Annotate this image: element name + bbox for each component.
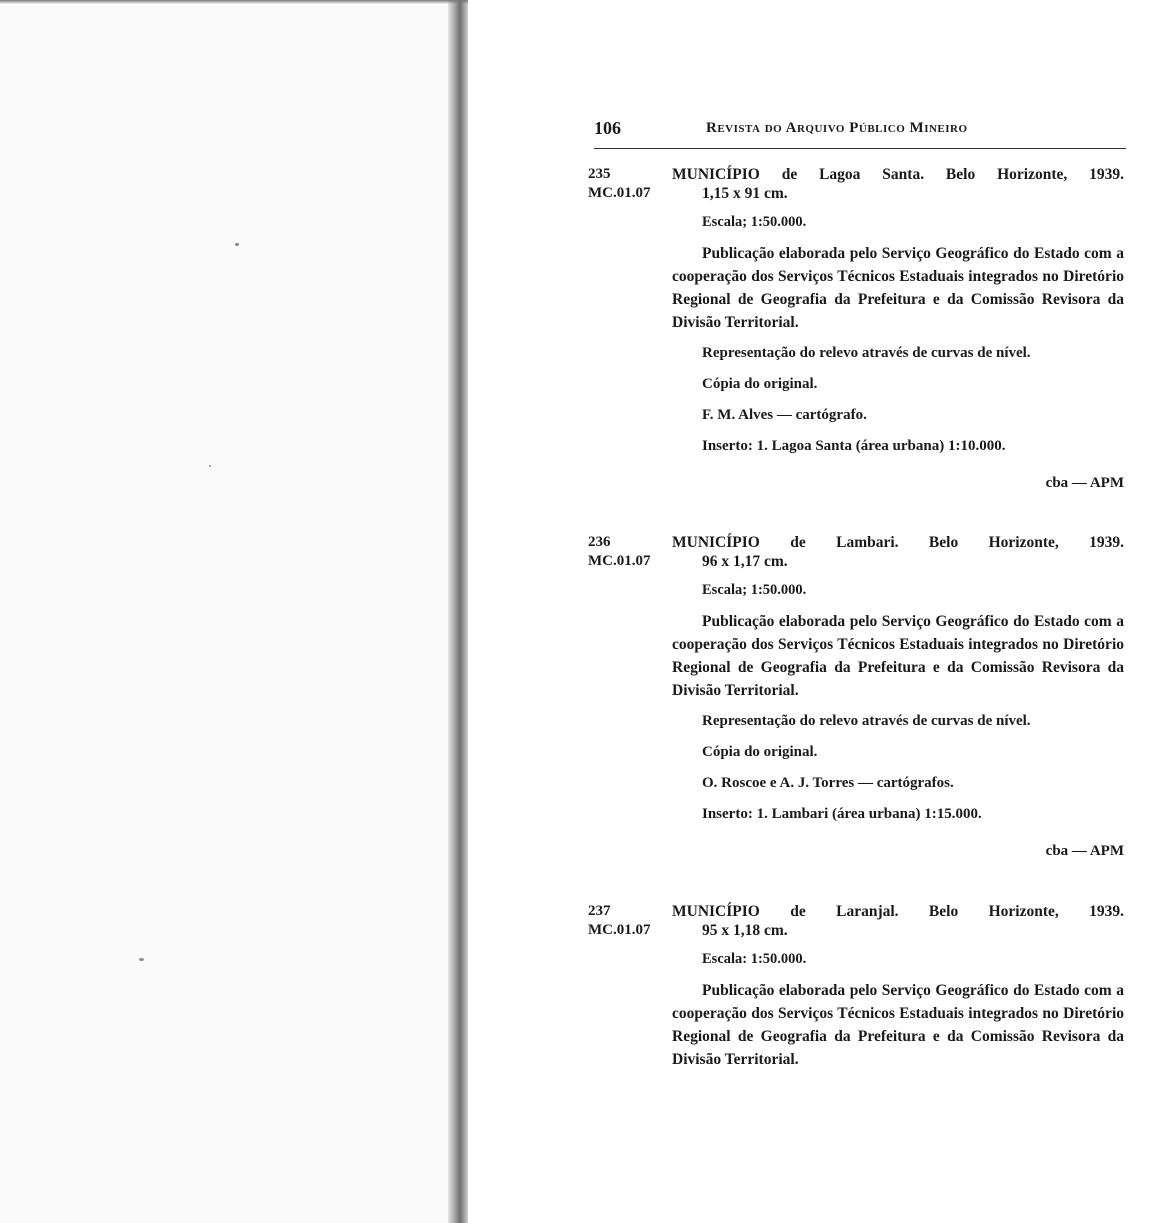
entry-identifier xyxy=(588,902,678,940)
entry-copy: Cópia do original. xyxy=(702,744,818,760)
entry-inset: Inserto: 1. Lambari (área urbana) 1:15.000. xyxy=(702,806,982,822)
entry-source: cba — APM xyxy=(1045,843,1124,859)
entry-author: F. M. Alves — cartógrafo. xyxy=(702,407,867,423)
entry-source: cba — APM xyxy=(1045,475,1124,491)
entry-identifier xyxy=(588,533,678,571)
entry-number: 235 xyxy=(588,166,611,182)
entry-inset: Inserto: 1. Lagoa Santa (área urbana) 1:10.000. xyxy=(702,438,1006,454)
entry-description: Publicação elaborada pelo Serviço Geográfico do Estado com a cooperação dos Serviços Técnicos Estaduais integrados no Diretório Regional de Geografia da Prefeitura e da Comissão Revisora da Divisão Territorial. xyxy=(672,982,1124,1068)
entry-scale: Escala; 1:50.000. xyxy=(702,214,807,230)
entry-code: MC.01.07 xyxy=(588,922,651,938)
paper-speck xyxy=(209,465,211,467)
entry-scale: Escala; 1:50.000. xyxy=(702,582,807,598)
entry-title: MUNICÍPIO de Lambari. Belo Horizonte, 1939. xyxy=(672,534,1124,551)
entry-relief: Representação do relevo através de curvas de nível. xyxy=(702,713,1031,729)
book-spine-gutter xyxy=(448,0,468,1223)
entry-number: 236 xyxy=(588,534,611,550)
paper-speck xyxy=(235,243,239,246)
entry-identifier xyxy=(588,165,678,203)
entry-code: MC.01.07 xyxy=(588,553,651,569)
entry-body xyxy=(672,533,1124,861)
entry-dimensions: 95 x 1,18 cm. xyxy=(702,922,788,939)
page-number: 106 xyxy=(594,118,621,138)
entry-body xyxy=(672,902,1124,1071)
paper-speck xyxy=(139,958,144,961)
entry-number: 237 xyxy=(588,903,611,919)
entry-dimensions: 96 x 1,17 cm. xyxy=(702,553,788,570)
entry-relief: Representação do relevo através de curvas de nível. xyxy=(702,345,1031,361)
left-blank-page xyxy=(0,0,448,1223)
running-header xyxy=(594,118,1126,149)
journal-title: Revista do Arquivo Público Mineiro xyxy=(706,120,968,136)
entry-scale: Escala: 1:50.000. xyxy=(702,951,807,967)
entry-description: Publicação elaborada pelo Serviço Geográfico do Estado com a cooperação dos Serviços Técnicos Estaduais integrados no Diretório Regional de Geografia da Prefeitura e da Comissão Revisora da Divisão Territorial. xyxy=(672,613,1124,699)
entry-title: MUNICÍPIO de Lagoa Santa. Belo Horizonte, 1939. xyxy=(672,166,1124,183)
entry-author: O. Roscoe e A. J. Torres — cartógrafos. xyxy=(702,775,954,791)
entry-title: MUNICÍPIO de Laranjal. Belo Horizonte, 1939. xyxy=(672,903,1124,920)
entry-copy: Cópia do original. xyxy=(702,376,818,392)
entry-dimensions: 1,15 x 91 cm. xyxy=(702,185,788,202)
entry-body xyxy=(672,165,1124,493)
entry-description: Publicação elaborada pelo Serviço Geográfico do Estado com a cooperação dos Serviços Técnicos Estaduais integrados no Diretório Regional de Geografia da Prefeitura e da Comissão Revisora da Divisão Territorial. xyxy=(672,245,1124,331)
entry-code: MC.01.07 xyxy=(588,185,651,201)
